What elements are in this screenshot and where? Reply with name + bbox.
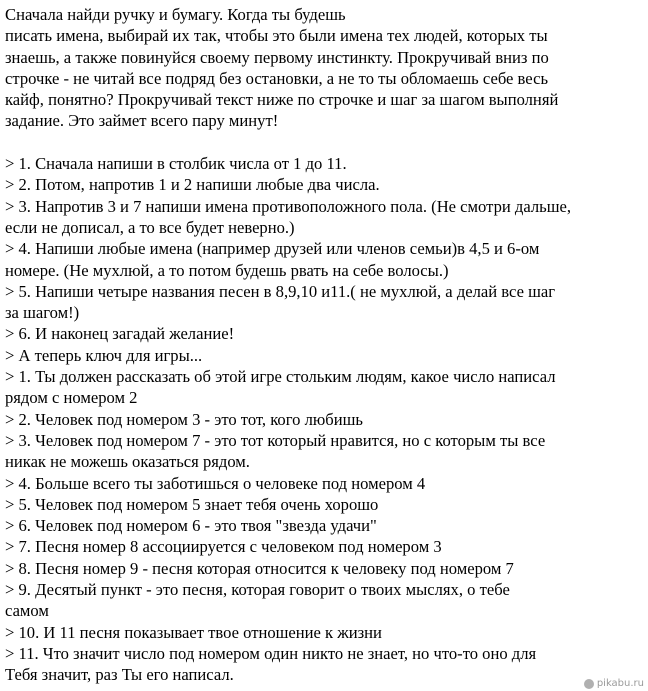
step-line: > 6. И наконец загадай желание!: [5, 324, 235, 344]
step-line: номере. (Не мухлюй, а то потом будешь рвать на себе волосы.): [5, 260, 449, 280]
key-line: > 6. Человек под номером 6 - это твоя "звезда удачи": [5, 516, 377, 536]
intro-paragraph: [5, 4, 641, 132]
step-line: за шагом!): [5, 303, 80, 323]
paragraph-gap: [5, 132, 641, 153]
watermark-text: pikabu.ru: [596, 678, 644, 689]
key-line: самом: [5, 601, 49, 621]
pikabu-logo-icon: [584, 679, 594, 689]
steps-list: [5, 153, 641, 685]
document-body: [5, 4, 641, 686]
step-line: > 3. Напротив 3 и 7 напиши имена противоположного пола. (Не смотри дальше,: [5, 196, 572, 216]
key-line: > 4. Больше всего ты заботишься о человеке под номером 4: [5, 473, 426, 493]
key-line: > 5. Человек под номером 5 знает тебя очень хорошо: [5, 494, 379, 514]
key-line: > 7. Песня номер 8 ассоциируется с человеком под номером 3: [5, 537, 442, 557]
watermark: [584, 678, 644, 689]
key-line: > 1. Ты должен рассказать об этой игре стольким людям, какое число написал: [5, 367, 556, 387]
step-line: если не дописал, а то все будет неверно.): [5, 217, 295, 237]
intro-line: писать имена, выбирай их так, чтобы это были имена тех людей, которых ты: [5, 26, 548, 46]
key-line: > 9. Десятый пункт - это песня, которая говорит о твоих мыслях, о тебе: [5, 580, 510, 600]
step-line: > 1. Сначала напиши в столбик числа от 1 до 11.: [5, 154, 347, 174]
key-line: > 10. И 11 песня показывает твое отношение к жизни: [5, 622, 382, 642]
step-line: > А теперь ключ для игры...: [5, 345, 203, 365]
intro-line: Сначала найди ручку и бумагу. Когда ты будешь: [5, 5, 346, 24]
intro-line: строчке - не читай все подряд без остановки, а не то ты обломаешь себе весь: [5, 68, 549, 88]
key-line: никак не можешь оказаться рядом.: [5, 452, 250, 472]
intro-line: задание. Это займет всего пару минут!: [5, 111, 279, 131]
key-line: > 3. Человек под номером 7 - это тот который нравится, но с которым ты все: [5, 430, 546, 450]
step-line: > 2. Потом, напротив 1 и 2 напиши любые два числа.: [5, 175, 380, 195]
key-line: Тебя значит, раз Ты его написал.: [5, 665, 234, 685]
key-line: > 8. Песня номер 9 - песня которая относится к человеку под номером 7: [5, 558, 514, 578]
step-line: > 5. Напиши четыре названия песен в 8,9,10 и11.( не мухлюй, а делай все шаг: [5, 281, 556, 301]
key-line: рядом с номером 2: [5, 388, 138, 408]
key-line: > 2. Человек под номером 3 - это тот, кого любишь: [5, 409, 363, 429]
intro-line: кайф, понятно? Прокручивай текст ниже по строчке и шаг за шагом выполняй: [5, 90, 559, 110]
step-line: > 4. Напиши любые имена (например друзей или членов семьи)в 4,5 и 6-ом: [5, 239, 540, 259]
key-line: > 11. Что значит число под номером один никто не знает, но что-то оно для: [5, 643, 537, 663]
intro-line: знаешь, а также повинуйся своему первому инстинкту. Прокручивай вниз по: [5, 47, 549, 67]
